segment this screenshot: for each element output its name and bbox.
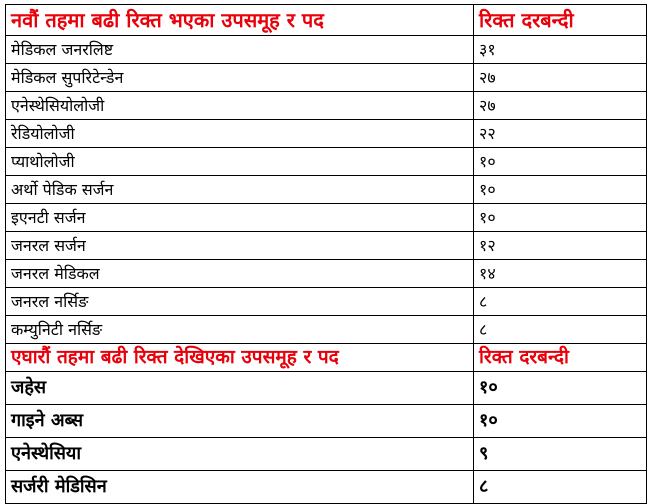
group-cell: जनरल नर्सिङ	[6, 288, 474, 316]
table-row	[6, 471, 647, 504]
count-cell: १२	[474, 232, 647, 260]
count-cell: १०	[474, 204, 647, 232]
group-cell: मेडिकल सुपरिटेन्डेन	[6, 64, 474, 92]
table-row	[6, 405, 647, 438]
count-cell: १०	[474, 372, 647, 405]
count-cell: १०	[474, 176, 647, 204]
table-row	[6, 92, 647, 120]
table-row	[6, 316, 647, 344]
count-cell: ९	[474, 438, 647, 471]
group-cell: इएनटी सर्जन	[6, 204, 474, 232]
table-row	[6, 372, 647, 405]
group-cell: प्याथोलोजी	[6, 148, 474, 176]
group-cell: सर्जरी मेडिसिन	[6, 471, 474, 504]
group-cell: एनेस्थेसियोलोजी	[6, 92, 474, 120]
group-cell: जहेस	[6, 372, 474, 405]
table-row	[6, 120, 647, 148]
group-cell: कम्युनिटी नर्सिङ	[6, 316, 474, 344]
section-header-level-9	[6, 5, 647, 36]
group-column-header: नवौं तहमा बढी रिक्त भएका उपसमूह र पद	[6, 5, 474, 36]
count-cell: २७	[474, 92, 647, 120]
count-column-header: रिक्त दरबन्दी	[474, 344, 647, 372]
table-row	[6, 438, 647, 471]
group-cell: जनरल मेडिकल	[6, 260, 474, 288]
count-cell: १०	[474, 405, 647, 438]
group-cell: मेडिकल जनरलिष्ट	[6, 36, 474, 64]
table-row	[6, 260, 647, 288]
group-cell: गाइने अब्स	[6, 405, 474, 438]
group-column-header: एघारौं तहमा बढी रिक्त देखिएका उपसमूह र पद	[6, 344, 474, 372]
count-cell: ८	[474, 316, 647, 344]
count-cell: ३१	[474, 36, 647, 64]
section-header-level-11	[6, 344, 647, 372]
count-cell: २२	[474, 120, 647, 148]
table-row	[6, 232, 647, 260]
table-row	[6, 176, 647, 204]
count-cell: ८	[474, 288, 647, 316]
count-cell: ८	[474, 471, 647, 504]
vacancy-table	[5, 4, 647, 504]
count-cell: १४	[474, 260, 647, 288]
group-cell: एनेस्थेसिया	[6, 438, 474, 471]
group-cell: अर्थो पेडिक सर्जन	[6, 176, 474, 204]
count-column-header: रिक्त दरबन्दी	[474, 5, 647, 36]
group-cell: रेडियोलोजी	[6, 120, 474, 148]
table-row	[6, 288, 647, 316]
count-cell: १०	[474, 148, 647, 176]
table-row	[6, 204, 647, 232]
table-row	[6, 64, 647, 92]
group-cell: जनरल सर्जन	[6, 232, 474, 260]
table-row	[6, 148, 647, 176]
count-cell: २७	[474, 64, 647, 92]
table-row	[6, 36, 647, 64]
